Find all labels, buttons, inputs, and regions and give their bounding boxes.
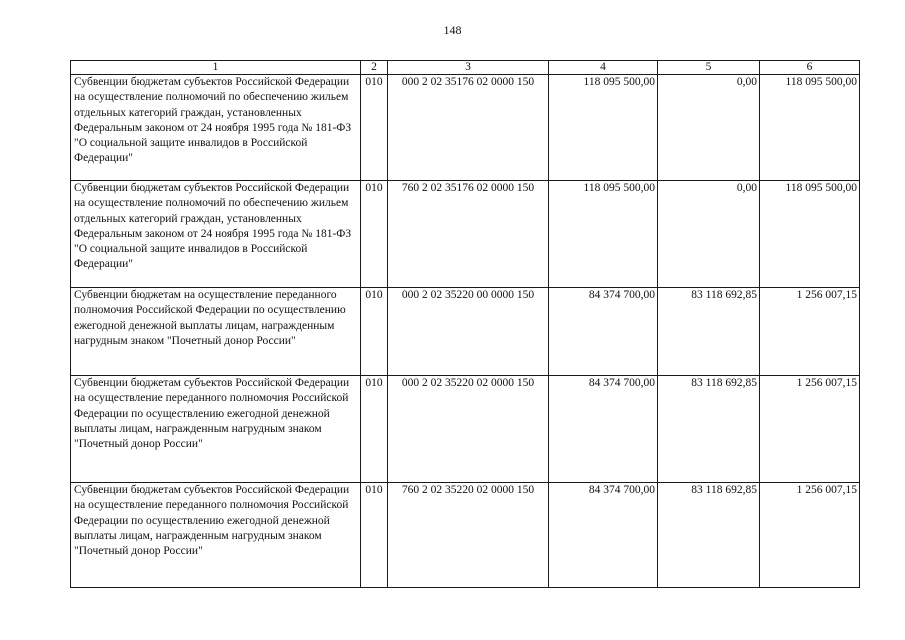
row-approved: 84 374 700,00 — [549, 483, 658, 588]
row-executed: 83 118 692,85 — [658, 288, 760, 376]
row-budget-code: 000 2 02 35220 00 0000 150 — [388, 288, 549, 376]
table-row — [71, 483, 860, 588]
row-name: Субвенции бюджетам на осуществление переданного полномочия Российской Федерации по осуществлению ежегодной денежной выплаты лицам, награжденным нагрудным знаком "Почетный донор России" — [71, 288, 361, 376]
row-approved: 118 095 500,00 — [549, 75, 658, 181]
row-approved: 84 374 700,00 — [549, 288, 658, 376]
table-row — [71, 376, 860, 483]
row-name: Субвенции бюджетам субъектов Российской Федерации на осуществление переданного полномочия Российской Федерации по осуществлению ежегодной денежной выплаты лицам, награжденным нагрудным знаком "Почетный донор России" — [71, 376, 361, 483]
row-line-code: 010 — [361, 376, 388, 483]
page-number: 148 — [443, 23, 462, 37]
table-row — [71, 181, 860, 288]
row-approved: 118 095 500,00 — [549, 181, 658, 288]
row-name: Субвенции бюджетам субъектов Российской Федерации на осуществление полномочий по обеспечению жильем отдельных категорий граждан, установленных Федеральным законом от 24 ноября 1995 года № 181-ФЗ "О социальной защите инвалидов в Российской Федерации" — [71, 75, 361, 181]
table-row — [71, 75, 860, 181]
column-header-5: 5 — [658, 61, 760, 75]
row-unexecuted: 118 095 500,00 — [760, 75, 860, 181]
row-unexecuted: 1 256 007,15 — [760, 376, 860, 483]
column-header-6: 6 — [760, 61, 860, 75]
row-executed: 0,00 — [658, 181, 760, 288]
column-header-4: 4 — [549, 61, 658, 75]
header-row — [71, 61, 860, 75]
row-executed: 83 118 692,85 — [658, 483, 760, 588]
table-row — [71, 288, 860, 376]
row-budget-code: 760 2 02 35176 02 0000 150 — [388, 181, 549, 288]
row-name: Субвенции бюджетам субъектов Российской Федерации на осуществление полномочий по обеспечению жильем отдельных категорий граждан, установленных Федеральным законом от 24 ноября 1995 года № 181-ФЗ "О социальной защите инвалидов в Российской Федерации" — [71, 181, 361, 288]
row-approved: 84 374 700,00 — [549, 376, 658, 483]
column-header-2: 2 — [361, 61, 388, 75]
row-budget-code: 000 2 02 35176 02 0000 150 — [388, 75, 549, 181]
row-unexecuted: 1 256 007,15 — [760, 288, 860, 376]
row-unexecuted: 1 256 007,15 — [760, 483, 860, 588]
row-line-code: 010 — [361, 483, 388, 588]
row-line-code: 010 — [361, 288, 388, 376]
column-header-1: 1 — [71, 61, 361, 75]
row-line-code: 010 — [361, 75, 388, 181]
row-executed: 0,00 — [658, 75, 760, 181]
row-unexecuted: 118 095 500,00 — [760, 181, 860, 288]
column-header-3: 3 — [388, 61, 549, 75]
row-budget-code: 000 2 02 35220 02 0000 150 — [388, 376, 549, 483]
budget-table — [70, 60, 860, 588]
row-line-code: 010 — [361, 181, 388, 288]
row-executed: 83 118 692,85 — [658, 376, 760, 483]
row-budget-code: 760 2 02 35220 02 0000 150 — [388, 483, 549, 588]
row-name: Субвенции бюджетам субъектов Российской Федерации на осуществление переданного полномочия Российской Федерации по осуществлению ежегодной денежной выплаты лицам, награжденным нагрудным знаком "Почетный донор России" — [71, 483, 361, 588]
